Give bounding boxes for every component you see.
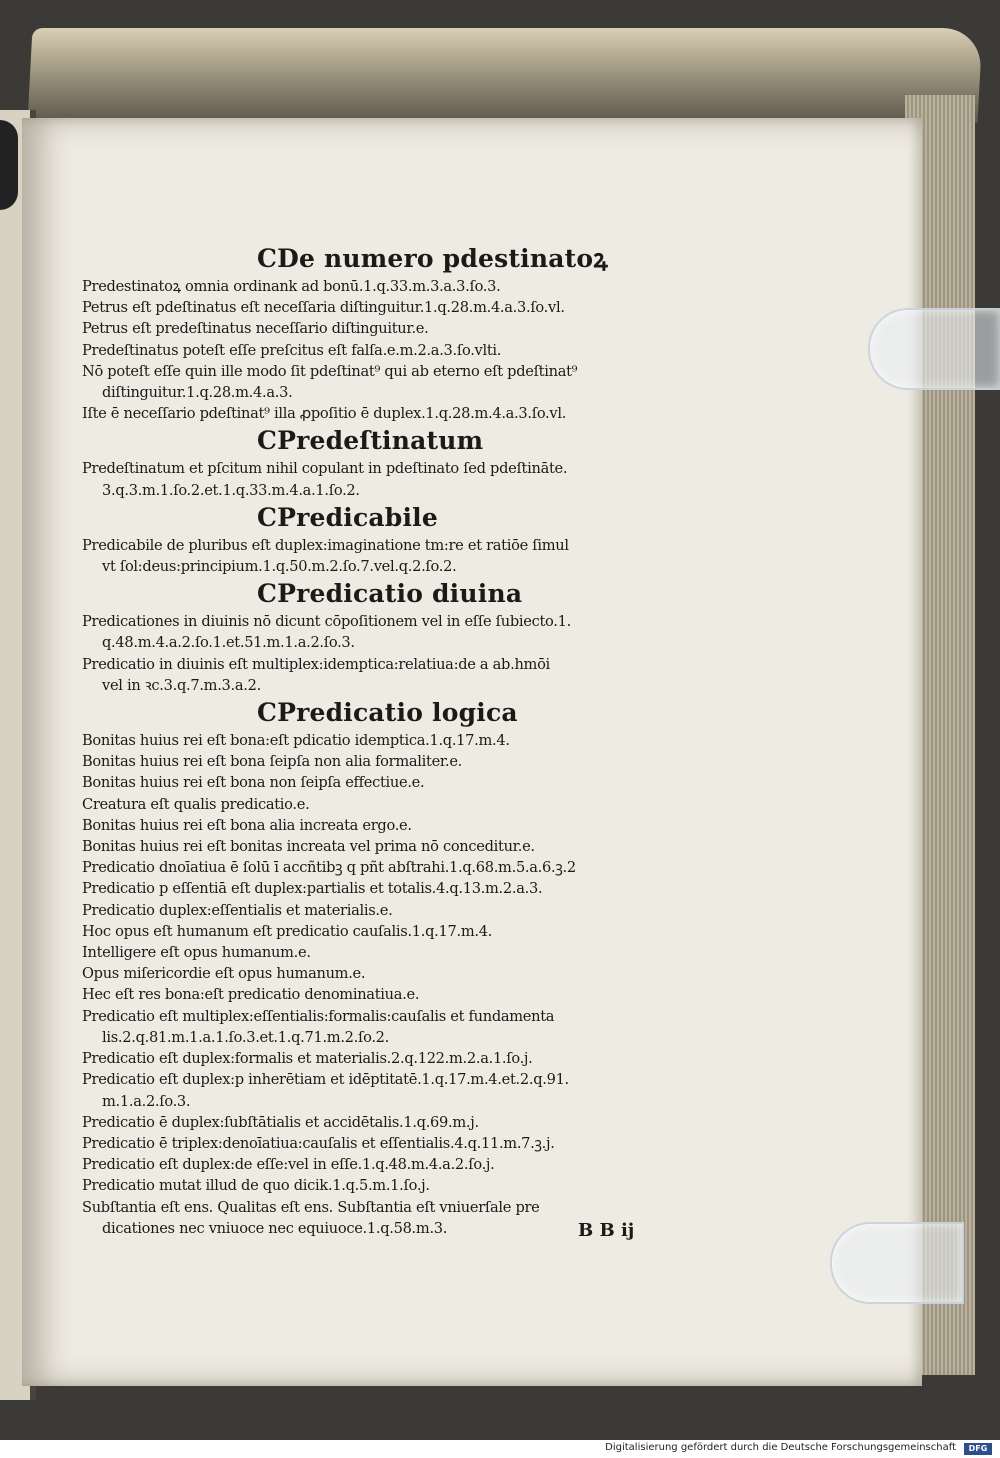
text-line: vel in ꝛc.3.q.7.m.3.a.2.	[102, 676, 261, 694]
section-heading: CPredicabile	[257, 502, 438, 532]
text-line: Predicatio p eſſentiā eſt duplex:partialis et totalis.4.q.13.m.2.a.3.	[82, 880, 543, 898]
text-line: 3.q.3.m.1.ſo.2.et.1.q.33.m.4.a.1.ſo.2.	[102, 481, 360, 499]
section-heading: CPredeſtinatum	[257, 426, 484, 456]
text-line: Hec eſt res bona:eſt predicatio denominatiua.e.	[82, 986, 420, 1004]
text-line: Predicatio in diuinis eſt multiplex:idemptica:relatiua:de a ab.hmōi	[82, 655, 550, 673]
footer-credit: Digitalisierung gefördert durch die Deutsche Forschungsgemeinschaft	[605, 1442, 956, 1453]
signature-mark: B B ij	[578, 1220, 635, 1241]
section-heading: CPredicatio diuina	[257, 579, 523, 609]
text-line: diſtinguitur.1.q.28.m.4.a.3.	[102, 384, 293, 402]
text-line: Creatura eſt qualis predicatio.e.	[82, 795, 310, 813]
text-line: Bonitas huius rei eſt bona:eſt pdicatio idemptica.1.q.17.m.4.	[82, 732, 510, 750]
text-line: Predicatio eſt multiplex:eſſentialis:formalis:cauſalis et fundamenta	[82, 1007, 555, 1025]
left-page-shadow	[0, 120, 18, 210]
footer-bar	[0, 1440, 1000, 1458]
section-heading: CPredicatio logica	[257, 698, 518, 728]
text-line: m.1.a.2.ſo.3.	[102, 1092, 191, 1110]
text-line: Iſte ē neceſſario pdeſtinat⁹ illa ꝓpoſitio ē duplex.1.q.28.m.4.a.3.ſo.vl.	[82, 405, 567, 423]
text-line: Predicatio mutat illud de quo dicik.1.q.5.m.1.ſo.j.	[82, 1177, 430, 1195]
text-line: Predeſtinatus poteſt eſſe preſcitus eſt falſa.e.m.2.a.3.ſo.vlti.	[82, 341, 502, 359]
text-line: Bonitas huius rei eſt bona ſeipſa non alia formaliter.e.	[82, 753, 463, 771]
text-line: Bonitas huius rei eſt bonitas increata vel prima nō conceditur.e.	[82, 838, 535, 856]
text-line: Intelligere eſt opus humanum.e.	[82, 944, 311, 962]
text-line: Bonitas huius rei eſt bona alia increata ergo.e.	[82, 816, 412, 834]
text-line: Predicatio duplex:eſſentialis et materialis.e.	[82, 901, 393, 919]
dfg-logo-icon: DFG	[964, 1443, 992, 1455]
text-line: vt ſol:deus:principium.1.q.50.m.2.ſo.7.vel.q.2.ſo.2.	[102, 558, 457, 576]
text-line: Predicatio ē triplex:denoīatiua:cauſalis et eſſentialis.4.q.11.m.7.ꝫ.j.	[82, 1134, 555, 1152]
text-line: Predicationes in diuinis nō dicunt cōpoſitionem vel in eſſe ſubiecto.1.	[82, 613, 571, 631]
page-holder-clip-top	[868, 308, 1000, 390]
text-line: Opus miſericordie eſt opus humanum.e.	[82, 965, 366, 983]
text-line: Predestinatoꝝ omnia ordinank ad bonū.1.q.33.m.3.a.3.ſo.3.	[82, 278, 501, 295]
section-heading: CDe numero pdestinatoꝝ	[257, 244, 608, 273]
book-top-edge	[28, 28, 983, 123]
text-line: Predicatio eſt duplex:formalis et materialis.2.q.122.m.2.a.1.ſo.j.	[82, 1050, 533, 1068]
text-line: Hoc opus eſt humanum eſt predicatio cauſalis.1.q.17.m.4.	[82, 922, 493, 940]
text-line: Bonitas huius rei eſt bona non ſeipſa effectiue.e.	[82, 774, 425, 792]
text-line: lis.2.q.81.m.1.a.1.ſo.3.et.1.q.71.m.2.ſo.2.	[102, 1028, 389, 1046]
text-line: Predicatio dnoīatiua ē ſolū ī accñtibꝫ q pñt abſtrahi.1.q.68.m.5.a.6.ꝫ.2	[82, 859, 576, 877]
page-holder-clip-bottom	[830, 1222, 964, 1304]
text-line: Petrus eſt pdeſtinatus eſt neceſſaria diſtinguitur.1.q.28.m.4.a.3.ſo.vl.	[82, 299, 565, 317]
text-line: Subſtantia eſt ens. Qualitas eſt ens. Subſtantia eſt vniuerſale pre	[82, 1198, 540, 1216]
text-line: Predicatio eſt duplex:de eſſe:vel in eſſe.1.q.48.m.4.a.2.ſo.j.	[82, 1156, 495, 1174]
text-line: dicationes nec vniuoce nec equiuoce.1.q.58.m.3.	[102, 1219, 448, 1237]
text-line: Predicatio ē duplex:ſubſtātialis et accidētalis.1.q.69.m.j.	[82, 1113, 479, 1131]
text-line: Predeſtinatum et pſcitum nihil copulant in pdeſtinato ſed pdeſtināte.	[82, 460, 568, 478]
text-line: Nō poteſt eſſe quin ille modo ſit pdeſtinat⁹ qui ab eterno eſt pdeſtinat⁹	[82, 362, 578, 380]
text-line: Predicatio eſt duplex:p inherētiam et idēptitatē.1.q.17.m.4.et.2.q.91.	[82, 1071, 569, 1089]
text-line: Predicabile de pluribus eſt duplex:imaginatione tm:re et ratiōe ſimul	[82, 536, 569, 554]
text-line: Petrus eſt predeſtinatus neceſſario diſtinguitur.e.	[82, 320, 429, 338]
text-line: q.48.m.4.a.2.ſo.1.et.51.m.1.a.2.ſo.3.	[102, 634, 355, 652]
page-text-block	[82, 242, 722, 1239]
